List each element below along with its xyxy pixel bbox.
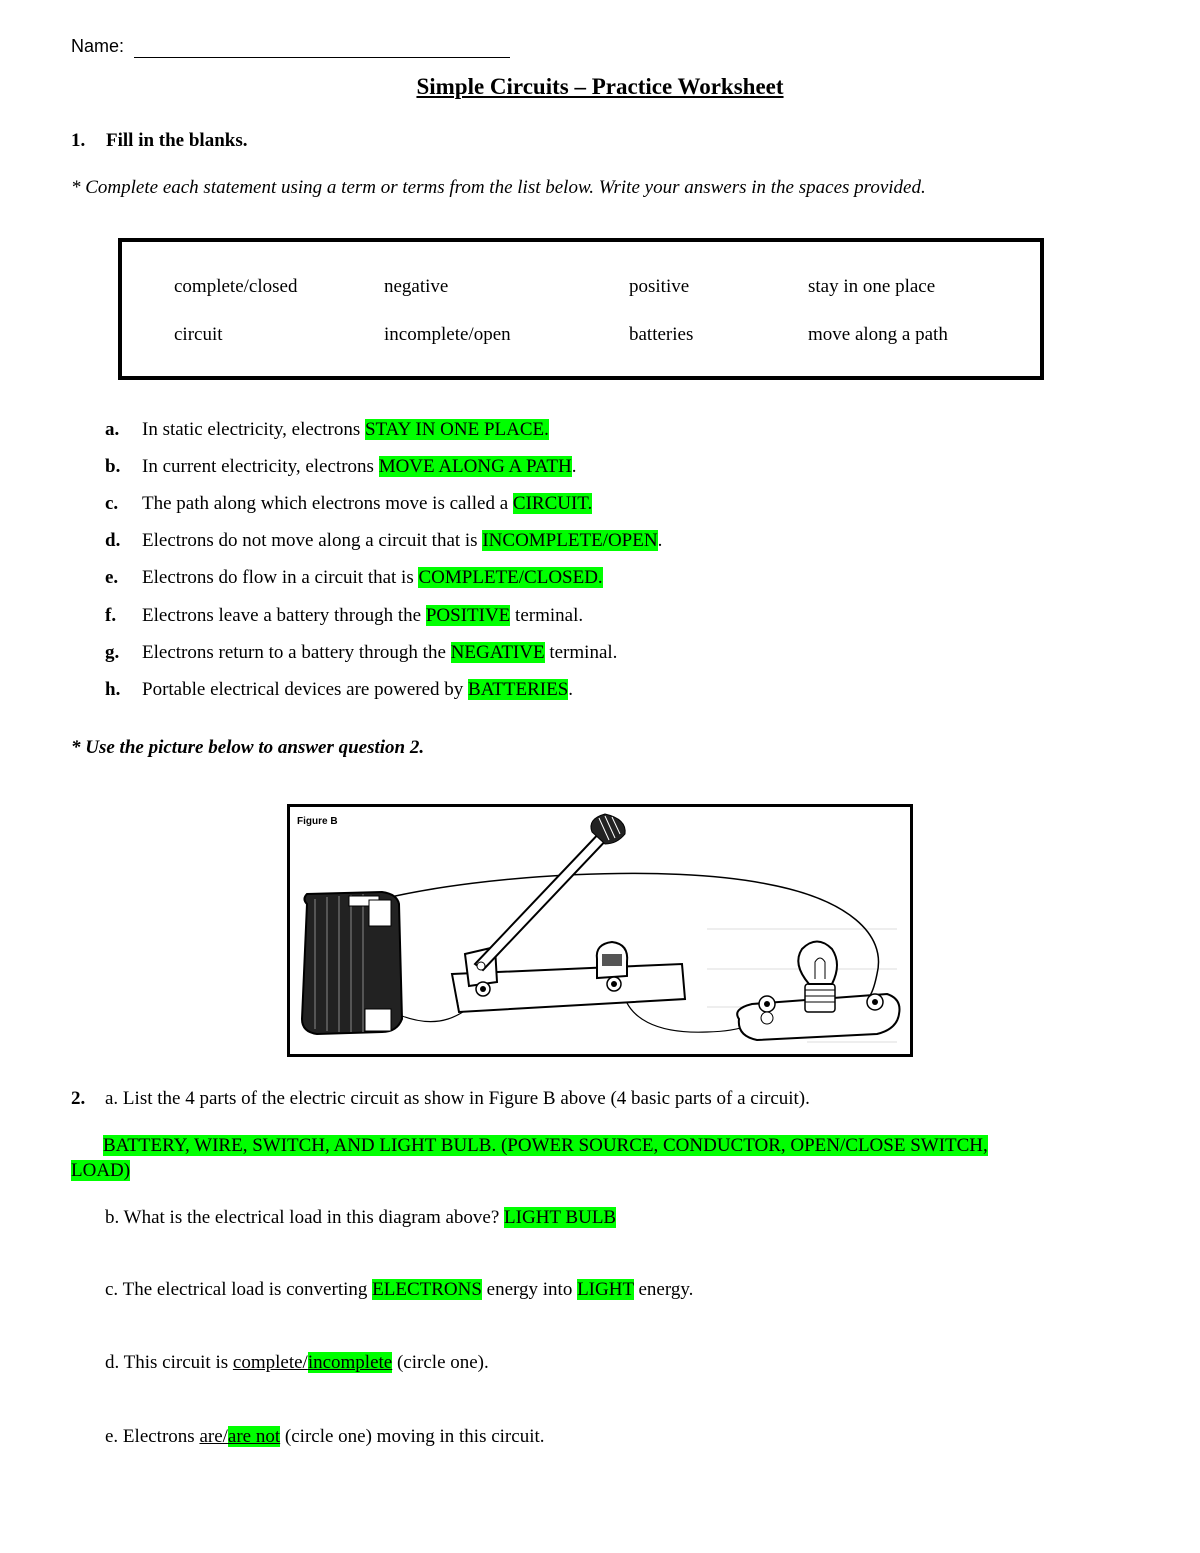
circuit-figure <box>287 804 913 1058</box>
question-text: Electrons do flow in a circuit that is COMPLETE/CLOSED. <box>142 567 603 588</box>
answer-highlight: COMPLETE/CLOSED. <box>418 567 603 588</box>
battery-icon <box>302 892 402 1034</box>
section1-heading: Fill in the blanks. <box>106 130 248 151</box>
answer-highlight: MOVE ALONG A PATH <box>378 456 572 477</box>
question-letter: e. <box>105 567 119 588</box>
question-letter: f. <box>105 605 117 626</box>
answer-highlight: BATTERY, WIRE, SWITCH, AND LIGHT BULB. (POWER SOURCE, CONDUCTOR, OPEN/CLOSE SWITCH, <box>103 1135 988 1156</box>
answer-highlight: ELECTRONS <box>372 1279 482 1300</box>
word-bank <box>118 238 1044 380</box>
word-bank-term: incomplete/open <box>384 324 511 345</box>
circuit-diagram <box>287 804 913 1058</box>
word-bank-term: circuit <box>174 324 223 345</box>
section1-number: 1. <box>71 130 86 151</box>
name-label: Name: <box>71 36 125 56</box>
question-2a-prompt: a. List the 4 parts of the electric circuit as show in Figure B above (4 basic parts of a circuit). <box>105 1088 810 1109</box>
word-bank-term: positive <box>629 276 690 297</box>
question-text: Electrons leave a battery through the POSITIVE terminal. <box>142 605 584 626</box>
section1-instruction: * Complete each statement using a term or terms from the list below. Write your answers in the spaces provided. <box>71 177 926 198</box>
question-2a-answer <box>71 1133 1131 1183</box>
question-text: Portable electrical devices are powered by BATTERIES. <box>142 679 574 700</box>
name-line[interactable] <box>134 57 510 58</box>
figure-label: Figure B <box>297 816 338 827</box>
section2-number: 2. <box>71 1088 86 1109</box>
question-2e: e. Electrons are/are not (circle one) moving in this circuit. <box>105 1426 545 1447</box>
answer-highlight: NEGATIVE <box>450 642 545 663</box>
question-letter: c. <box>105 493 119 514</box>
picture-instruction: * Use the picture below to answer question 2. <box>71 737 425 758</box>
question-2c: c. The electrical load is converting ELECTRONS energy into LIGHT energy. <box>105 1279 694 1300</box>
option-incomplete[interactable]: incomplete <box>307 1352 393 1373</box>
answer-highlight: LOAD) <box>71 1160 131 1181</box>
question-text: Electrons do not move along a circuit that is INCOMPLETE/OPEN. <box>142 530 663 551</box>
word-bank-term: negative <box>384 276 449 297</box>
question-text: Electrons return to a battery through the NEGATIVE terminal. <box>142 642 618 663</box>
answer-highlight: LIGHT <box>577 1279 634 1300</box>
answer-highlight: CIRCUIT. <box>512 493 593 514</box>
question-2d: d. This circuit is complete/incomplete (circle one). <box>105 1352 489 1373</box>
question-letter: g. <box>105 642 120 663</box>
question-text: The path along which electrons move is called a CIRCUIT. <box>142 493 593 514</box>
question-2b: b. What is the electrical load in this diagram above? LIGHT BULB <box>105 1207 617 1228</box>
word-bank-term: move along a path <box>808 324 948 345</box>
answer-highlight: POSITIVE <box>425 605 511 626</box>
answer-highlight: STAY IN ONE PLACE. <box>364 419 549 440</box>
question-letter: h. <box>105 679 121 700</box>
answer-highlight: INCOMPLETE/OPEN <box>482 530 658 551</box>
question-text: In static electricity, electrons STAY IN ONE PLACE. <box>142 419 549 440</box>
answer-highlight: BATTERIES <box>468 679 569 700</box>
question-letter: d. <box>105 530 121 551</box>
option-are-not[interactable]: are not <box>227 1426 281 1447</box>
question-letter: a. <box>105 419 120 440</box>
option-are[interactable]: are/ <box>199 1426 228 1447</box>
question-text: In current electricity, electrons MOVE ALONG A PATH. <box>142 456 577 477</box>
page-title: Simple Circuits – Practice Worksheet <box>416 74 784 99</box>
word-bank-term: batteries <box>629 324 694 345</box>
word-bank-term: stay in one place <box>808 276 936 297</box>
question-letter: b. <box>105 456 121 477</box>
answer-highlight: LIGHT BULB <box>504 1207 617 1228</box>
word-bank-term: complete/closed <box>174 276 298 297</box>
option-complete[interactable]: complete/ <box>232 1352 308 1373</box>
